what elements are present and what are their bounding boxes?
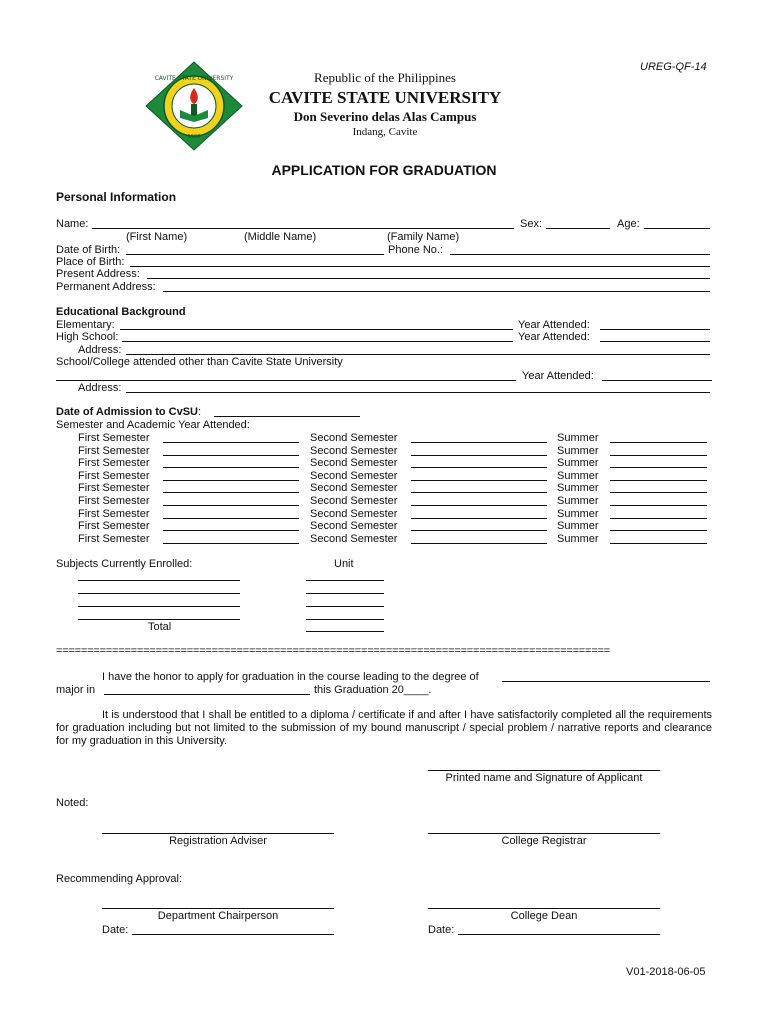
summer-field[interactable] [610,455,707,456]
first-semester-field[interactable] [163,455,299,456]
second-semester-field[interactable] [411,442,547,443]
dean-date-label: Date: [428,924,455,936]
summer-field[interactable] [610,467,707,468]
middle-name-caption: (Middle Name) [244,231,317,243]
age-field[interactable] [644,228,710,229]
summer-label: Summer [557,520,599,533]
summer-label: Summer [557,532,599,545]
unit-field-1[interactable] [306,580,384,581]
unit-field-2[interactable] [306,593,384,594]
high-school-year-field[interactable] [600,341,710,342]
present-address-label: Present Address: [56,268,140,280]
first-semester-label: First Semester [78,457,150,470]
other-school-year-field[interactable] [602,380,712,381]
name-label: Name: [56,218,89,230]
elementary-year-label: Year Attended: [518,319,590,331]
dean-label: College Dean [510,910,578,922]
admission-label-group [56,406,201,418]
hs-address-label: Address: [78,344,122,356]
second-semester-label: Second Semester [310,457,398,470]
admission-date-field[interactable] [214,416,360,417]
first-semester-field[interactable] [163,492,299,493]
logo-text-top: CAVITE STATE UNIVERSITY [154,75,234,82]
hs-address-field[interactable] [126,354,710,355]
other-school-year-label: Year Attended: [522,370,594,382]
personal-info-heading: Personal Information [56,190,177,204]
pob-field[interactable] [130,266,710,267]
other-address-label: Address: [78,382,122,394]
major-field[interactable] [104,694,310,695]
separator-line: ========================================================================================= [56,645,610,657]
first-semester-label: First Semester [78,432,150,444]
summer-label: Summer [557,482,599,495]
adviser-label: Registration Adviser [169,835,267,847]
dob-field[interactable] [126,254,384,255]
other-school-label: School/College attended other than Cavite State University [56,356,343,368]
graduation-year-blank: ____. [403,684,432,696]
high-school-field[interactable] [122,341,513,342]
subjects-label: Subjects Currently Enrolled: [56,558,193,570]
permanent-address-label: Permanent Address: [56,281,156,293]
sex-field[interactable] [546,228,610,229]
summer-label: Summer [557,444,599,457]
form-code: UREG-QF-14 [640,61,707,73]
campus-location: Indang, Cavite [352,126,418,138]
phone-label: Phone No.: [388,244,444,256]
summer-field[interactable] [610,518,707,519]
second-semester-label: Second Semester [310,432,398,444]
page-title: APPLICATION FOR GRADUATION [271,162,497,178]
high-school-year-label: Year Attended: [518,331,590,343]
second-semester-field[interactable] [411,543,547,544]
first-semester-field[interactable] [163,480,299,481]
chairperson-label: Department Chairperson [157,910,279,922]
second-semester-label: Second Semester [310,469,398,482]
understanding-paragraph: It is understood that I shall be entitled to a diploma / certificate if and after I have satisfactorily completed all the requirements for graduation including but not limited to the submission of my bound manuscript / special problem / narrative reports and clearance for my graduation in this University. [56,709,712,747]
dob-label: Date of Birth: [56,244,121,256]
second-semester-field[interactable] [411,530,547,531]
first-semester-field[interactable] [163,467,299,468]
summer-field[interactable] [610,505,707,506]
subject-field-4[interactable] [78,619,240,620]
summer-field[interactable] [610,530,707,531]
summer-label: Summer [557,495,599,507]
other-school-field[interactable] [56,380,516,381]
registrar-signature-field[interactable] [428,833,660,834]
second-semester-label: Second Semester [310,444,398,457]
recommending-label: Recommending Approval: [56,873,182,885]
first-semester-field[interactable] [163,518,299,519]
second-semester-label: Second Semester [310,482,398,495]
elementary-label: Elementary: [56,319,115,331]
first-semester-label: First Semester [78,444,150,457]
second-semester-field[interactable] [411,467,547,468]
second-semester-field[interactable] [411,480,547,481]
university-name: CAVITE STATE UNIVERSITY [268,88,502,107]
admission-colon: : [198,406,202,418]
subject-field-3[interactable] [78,606,240,607]
summer-label: Summer [557,507,599,520]
elementary-field[interactable] [120,329,513,330]
second-semester-label: Second Semester [310,495,398,507]
summer-field[interactable] [610,480,707,481]
logo-text-bottom: 1906 [187,134,201,140]
chairperson-date-label: Date: [102,924,129,936]
present-address-field[interactable] [147,278,710,279]
first-semester-label: First Semester [78,532,150,545]
summer-field[interactable] [610,543,707,544]
degree-statement: I have the honor to apply for graduation in the course leading to the degree of [102,671,479,683]
education-heading: Educational Background [56,306,186,318]
summer-field[interactable] [610,492,707,493]
first-semester-field[interactable] [163,505,299,506]
dean-date-field[interactable] [458,934,660,935]
applicant-signature-label: Printed name and Signature of Applicant [445,772,643,784]
graduation-year-label[interactable] [314,684,431,696]
first-semester-label: First Semester [78,507,150,520]
second-semester-field[interactable] [411,455,547,456]
graduation-year-text: this Graduation 20 [314,684,404,696]
second-semester-field[interactable] [411,505,547,506]
registrar-label: College Registrar [501,835,587,847]
dean-signature-field[interactable] [428,908,660,909]
total-unit-field[interactable] [306,631,384,632]
adviser-signature-field[interactable] [102,833,334,834]
university-seal-logo [144,60,244,152]
sex-label: Sex: [520,218,543,230]
summer-label: Summer [557,457,599,470]
unit-label: Unit [334,558,354,570]
campus-name: Don Severino delas Alas Campus [293,109,477,124]
version-code: V01-2018-06-05 [626,966,706,978]
first-semester-field[interactable] [163,442,299,443]
applicant-signature-field[interactable] [428,770,660,771]
first-semester-field[interactable] [163,530,299,531]
second-semester-label: Second Semester [310,532,398,545]
first-semester-label: First Semester [78,482,150,495]
admission-label: Date of Admission to CvSU [56,406,198,418]
name-field[interactable] [92,228,514,229]
second-semester-label: Second Semester [310,507,398,520]
subject-field-2[interactable] [78,593,240,594]
elementary-year-field[interactable] [600,329,710,330]
major-label: major in [56,684,96,696]
permanent-address-field[interactable] [163,291,710,292]
semester-label: Semester and Academic Year Attended: [56,419,250,431]
second-semester-label: Second Semester [310,520,398,533]
first-semester-field[interactable] [163,543,299,544]
summer-label: Summer [557,432,599,444]
first-name-caption: (First Name) [126,231,188,243]
noted-label: Noted: [56,797,89,809]
republic-label: Republic of the Philippines [314,70,456,85]
unit-field-3[interactable] [306,606,384,607]
other-address-field[interactable] [126,392,710,393]
unit-field-4[interactable] [306,619,384,620]
total-label: Total [148,621,172,633]
high-school-label: High School: [56,331,119,343]
degree-field[interactable] [502,681,710,682]
family-name-caption: (Family Name) [387,231,460,243]
age-label: Age: [617,218,640,230]
first-semester-label: First Semester [78,469,150,482]
chairperson-signature-field[interactable] [102,908,334,909]
first-semester-label: First Semester [78,495,150,507]
summer-label: Summer [557,469,599,482]
subject-field-1[interactable] [78,580,240,581]
phone-field[interactable] [450,254,710,255]
pob-label: Place of Birth: [56,256,125,268]
first-semester-label: First Semester [78,520,150,533]
second-semester-field[interactable] [411,492,547,493]
chairperson-date-field[interactable] [132,934,334,935]
summer-field[interactable] [610,442,707,443]
second-semester-field[interactable] [411,518,547,519]
